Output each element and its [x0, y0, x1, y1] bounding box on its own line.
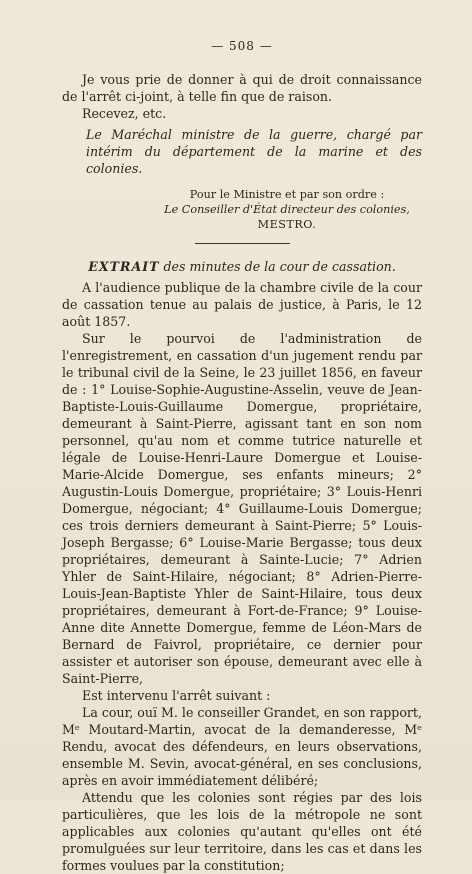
closing-formula: Recevez, etc.	[82, 106, 167, 121]
extract-paragraph-5: Attendu que les colonies sont régies par des lois particulières, que les lois de la métropole ne sont applicables aux colonies qu'autant qu'elles ont été promulguées sur leur territoire, dans les cas et dans les formes voulues par la constitution;	[62, 790, 422, 873]
minister-title: Le Maréchal ministre de la guerre, chargé par intérim du département de la marine et des colonies.	[86, 127, 422, 176]
section-divider	[195, 243, 290, 244]
extract-paragraph-4: La cour, ouï M. le conseiller Grandet, en son rapport, Mᵉ Moutard-Martin, avocat de la demanderesse, Mᵉ Rendu, avocat des défendeurs, en leurs observations, ensemble M. Sevin, avocat-général, en ses conclusions, après en avoir immédiatement délibéré;	[62, 705, 422, 788]
extract-paragraph-2: Sur le pourvoi de l'administration de l'enregistrement, en cassation d'un jugement rendu par le tribunal civil de la Seine, le 23 juillet 1856, en faveur de : 1° Louise-Sophie-Augustine-Asselin, veuve de Jean-Baptiste-Louis-Guillaume Domergue, propriétaire, demeurant à Saint-Pierre, agissant tant en son nom personnel, qu'au nom et comme tutrice naturelle et légale de Louise-Henri-Laure Domergue et Louise-Marie-Alcide Domergue, ses enfants mineurs; 2° Augustin-Louis Domergue, propriétaire; 3° Louis-Henri Domergue, négociant; 4° Guillaume-Louis Domergue; ces trois derniers demeurant à Saint-Pierre; 5° Louis-Joseph Bergasse; 6° Louise-Marie Bergasse; tous deux propriétaires, demeurant à Sainte-Lucie; 7° Adrien Yhler de Saint-Hilaire, négociant; 8° Adrien-Pierre-Louis-Jean-Baptiste Yhler de Saint-Hilaire, tous deux propriétaires, demeurant à Fort-de-France; 9° Louise-Anne dite Annette Domergue, femme de Léon-Mars de Bernard de Faivrol, propriétaire, ce dernier pour assister et autoriser son épouse, demeurant avec elle à Saint-Pierre,	[62, 331, 422, 686]
opening-paragraph: Je vous prie de donner à qui de droit connaissance de l'arrêt ci-joint, à telle fin que de raison.	[62, 72, 422, 104]
signature-name: MESTRO.	[257, 218, 317, 231]
extract-paragraph-3: Est intervenu l'arrêt suivant :	[82, 688, 271, 703]
signature-order: Pour le Ministre et par son ordre :	[189, 188, 385, 201]
extract-heading	[62, 258, 422, 275]
signature-block	[152, 187, 422, 232]
page-number: — 508 —	[211, 39, 273, 53]
extract-heading-rest: des minutes de la cour de cassation.	[159, 259, 396, 274]
extract-paragraph-1: A l'audience publique de la chambre civile de la cour de cassation tenue au palais de justice, à Paris, le 12 août 1857.	[62, 280, 422, 329]
signature-role: Le Conseiller d'État directeur des colonies,	[164, 203, 410, 216]
extract-heading-caps: EXTRAIT	[88, 259, 160, 274]
